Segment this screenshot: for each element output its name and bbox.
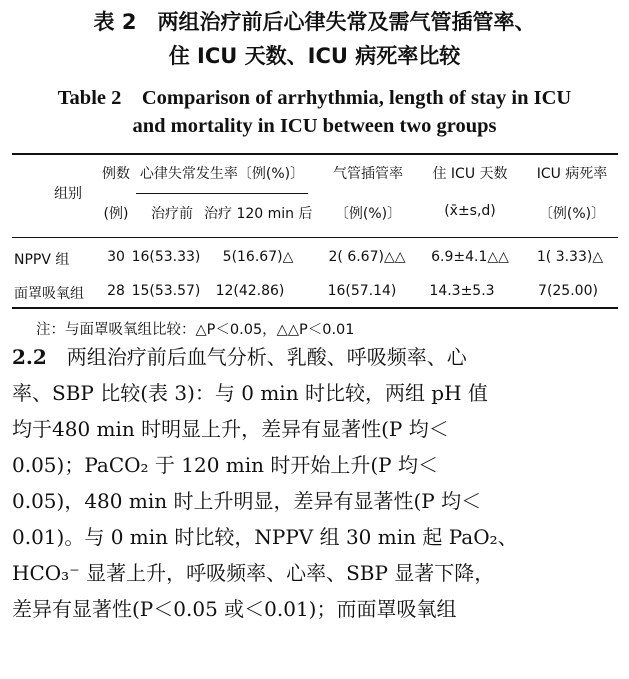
table-row-1-icu-days: 6.9±4.1△△ xyxy=(431,249,509,265)
header-mortality: ICU 病死率 xyxy=(536,166,608,182)
body-line-1-content: 两组治疗前后血气分析、乳酸、呼吸频率、心 xyxy=(66,345,467,369)
body-line-7: HCO₃⁻ 显著上升，呼吸频率、心率、SBP 显著下降， xyxy=(12,561,495,585)
body-line-8: 差异有显著性(P＜0.05 或＜0.01)；而面罩吸氧组 xyxy=(12,597,457,621)
table-row-2-icu-days: 14.3±5.3 xyxy=(429,283,495,299)
table-row-2-after: 12(42.86) xyxy=(215,283,285,299)
table-caption-en-line2: and mortality in ICU between two groups xyxy=(132,115,497,137)
table-row-1-mortality: 1( 3.33)△ xyxy=(536,249,604,265)
header-cases-unit: (例) xyxy=(103,206,129,222)
table-row-2-mortality: 7(25.00) xyxy=(538,283,598,299)
table-row-2-group: 面罩吸氧组 xyxy=(14,286,84,302)
table-row-1-before: 16(53.33) xyxy=(131,249,201,265)
header-after: 治疗 120 min 后 xyxy=(204,206,313,222)
body-line-4: 0.05)；PaCO₂ 于 120 min 时开始上升(P 均＜ xyxy=(12,453,438,477)
table-row-1-intubation: 2( 6.67)△△ xyxy=(328,249,406,265)
header-intubation-unit: 〔例(%)〕 xyxy=(334,206,402,222)
section-number: 2.2 xyxy=(12,345,47,369)
body-line-6: 0.01)。与 0 min 时比较，NPPV 组 30 min 起 PaO₂、 xyxy=(12,525,518,549)
table-row-2-before: 15(53.57) xyxy=(131,283,201,299)
table-header-rule xyxy=(12,237,618,238)
header-icu-days: 住 ICU 天数 xyxy=(432,166,508,182)
header-group: 组别 xyxy=(54,186,82,202)
body-line-1-text xyxy=(47,345,67,369)
header-cases: 例数 xyxy=(102,166,130,182)
body-line-3: 均于480 min 时明显上升，差异有显著性(P 均＜ xyxy=(12,417,449,441)
table-row-1-after: 5(16.67)△ xyxy=(222,249,294,265)
header-mortality-unit: 〔例(%)〕 xyxy=(538,206,606,222)
table-row-1-cases: 30 xyxy=(107,249,125,265)
table-row-1-group: NPPV 组 xyxy=(14,252,70,268)
body-line-1 xyxy=(12,342,618,372)
header-before: 治疗前 xyxy=(151,206,193,222)
header-arrhythmia: 心律失常发生率〔例(%)〕 xyxy=(139,166,305,182)
table-footnote: 注：与面罩吸氧组比较：△P＜0.05，△△P＜0.01 xyxy=(36,322,355,338)
table-caption-en-line1: Table 2 Comparison of arrhythmia, length of stay in ICU xyxy=(57,87,572,109)
table-subheader-rule xyxy=(136,193,308,194)
header-intubation: 气管插管率 xyxy=(333,166,403,182)
table-row-2-intubation: 16(57.14) xyxy=(327,283,397,299)
body-line-5: 0.05)，480 min 时上升明显，差异有显著性(P 均＜ xyxy=(12,489,482,513)
table-caption-zh-line2: 住 ICU 天数、ICU 病死率比较 xyxy=(168,44,461,68)
table-bottom-rule xyxy=(12,307,618,309)
header-icu-days-unit: (x̄±s,d) xyxy=(444,203,496,219)
table-caption-zh-line1: 表 2 两组治疗前后心律失常及需气管插管率、 xyxy=(93,10,536,34)
table-top-rule xyxy=(12,153,618,155)
table-row-2-cases: 28 xyxy=(107,283,125,299)
body-line-2: 率、SBP 比较(表 3)：与 0 min 时比较，两组 pH 值 xyxy=(12,381,488,405)
